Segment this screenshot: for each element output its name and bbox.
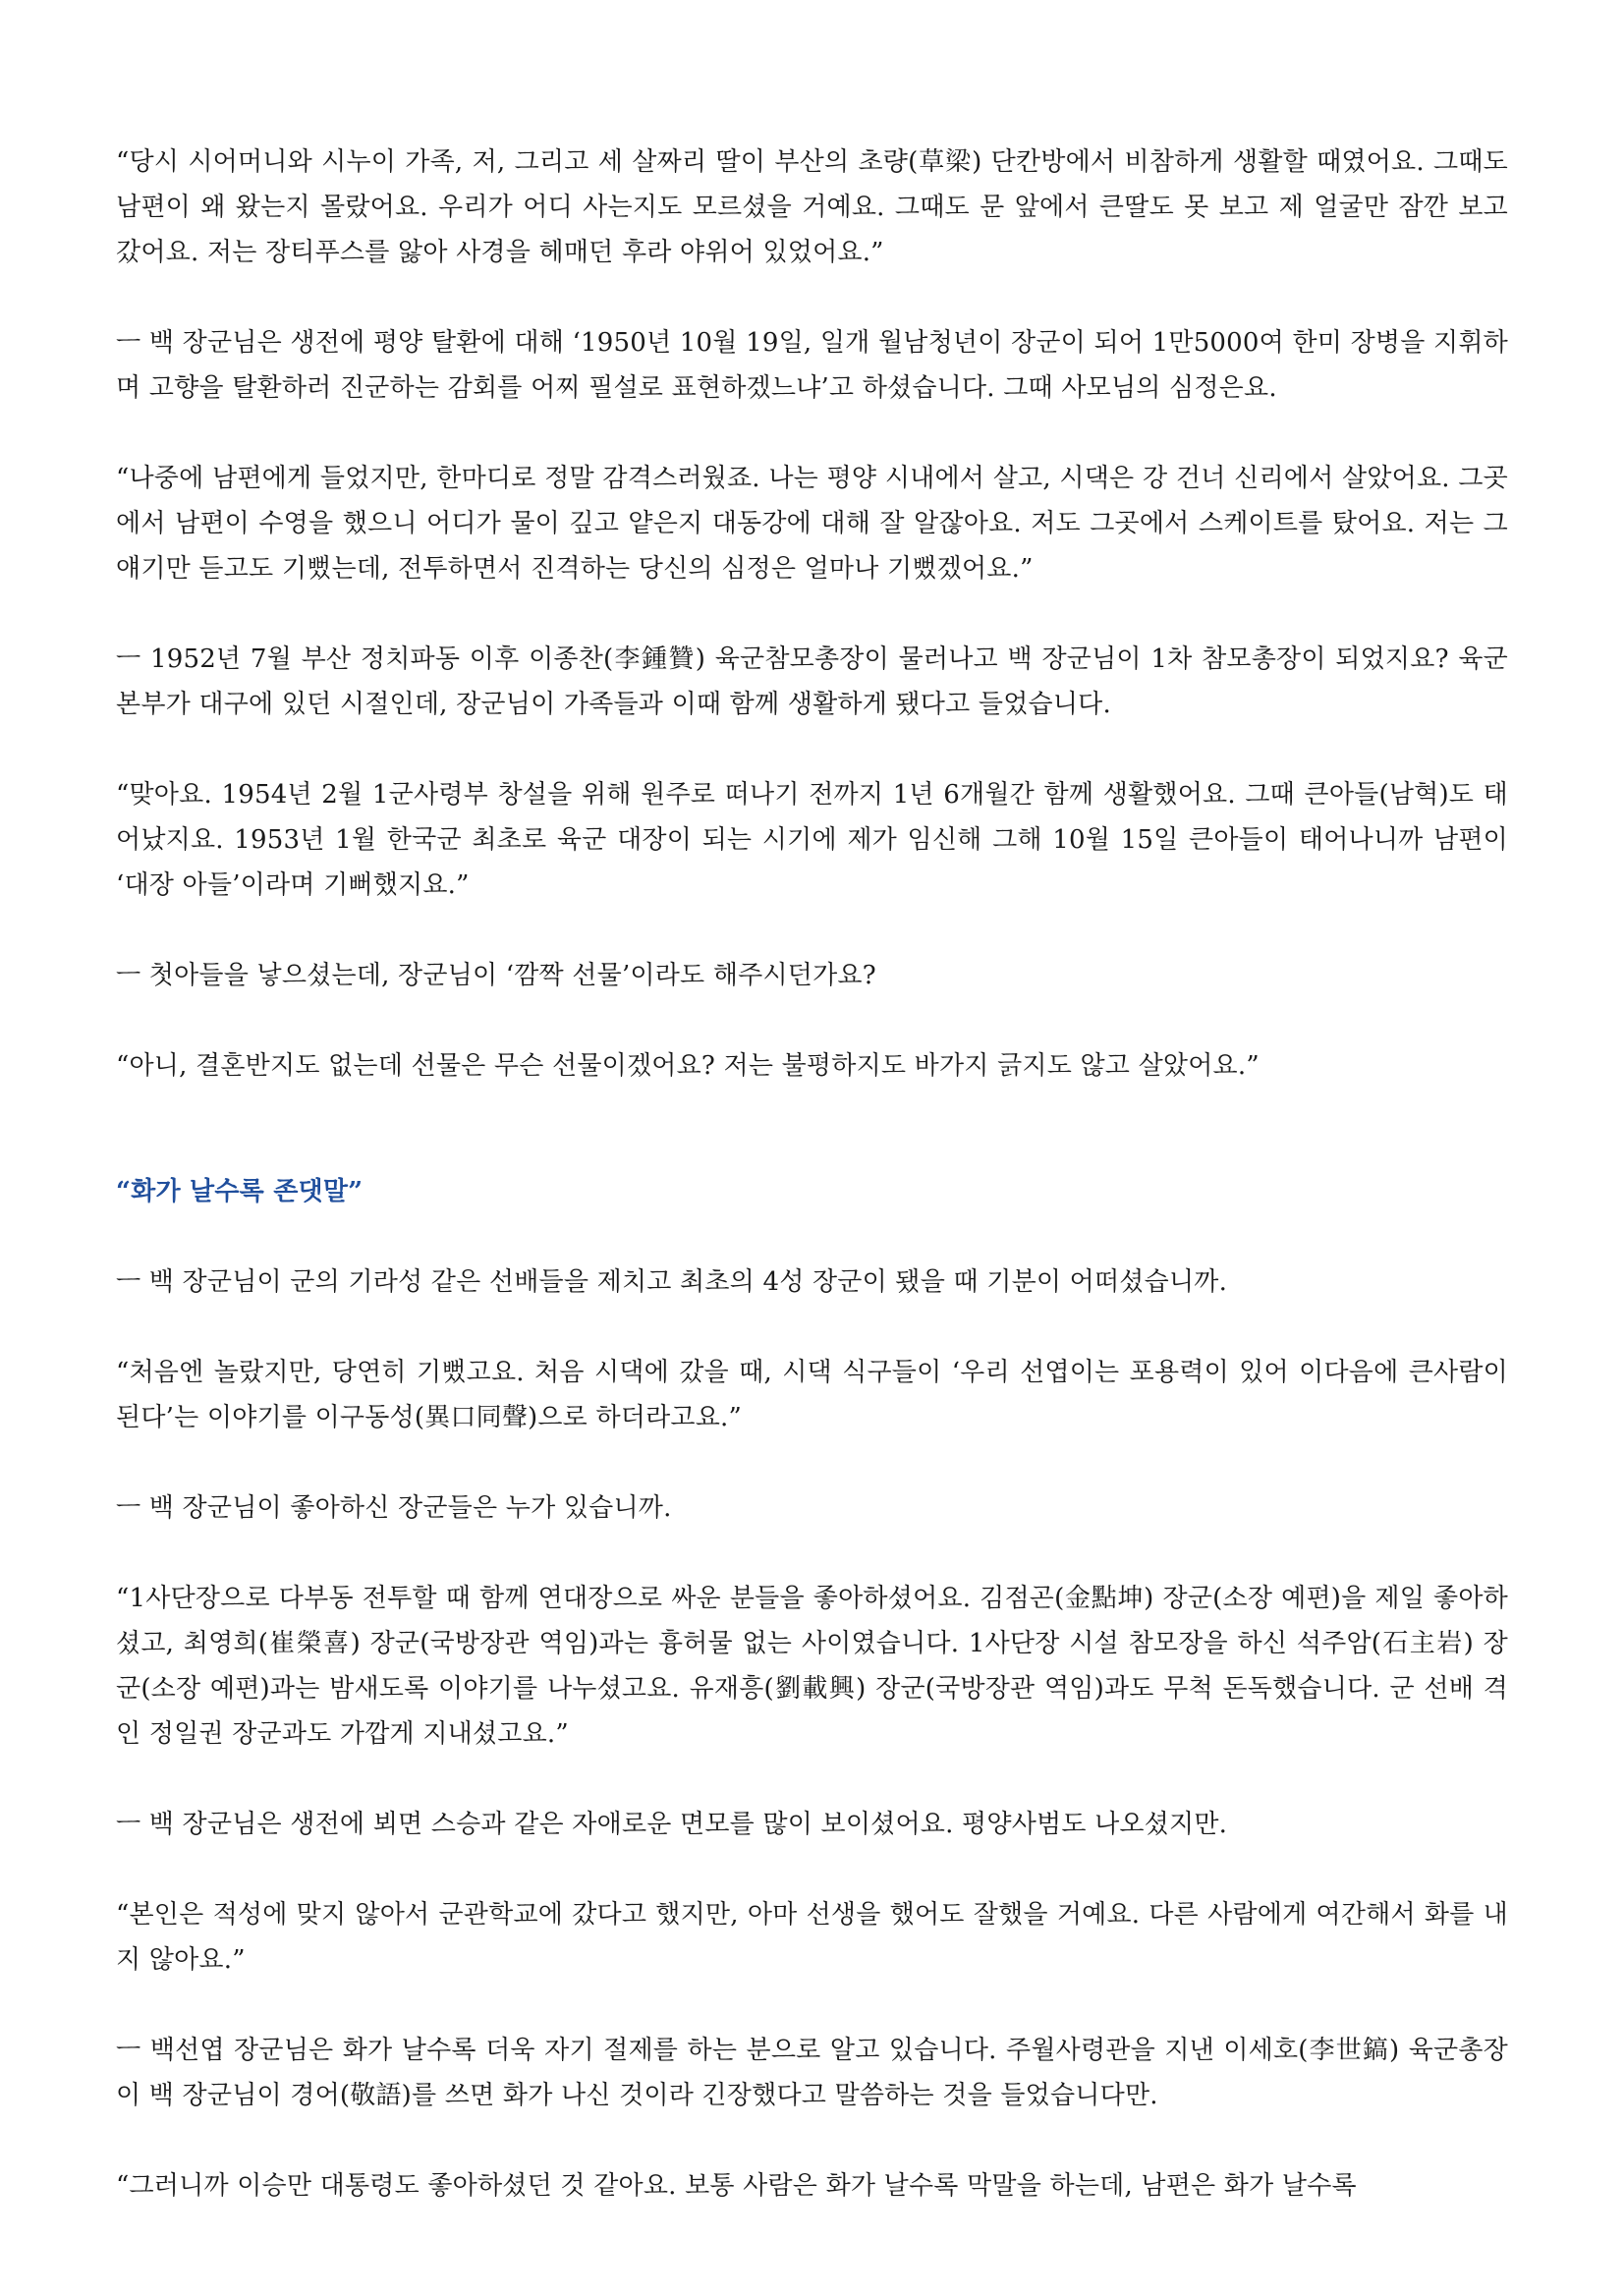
paragraph: “1사단장으로 다부동 전투할 때 함께 연대장으로 싸운 분들을 좋아하셨어요. 김점곤(金點坤) 장군(소장 예편)을 제일 좋아하셨고, 최영희(崔榮喜) 장군(국방장관 역임)과는 흉허물 없는 사이였습니다. 1사단장 시설 참모장을 하신 석주암(石主岩) 장군(소장 예편)과는 밤새도록 이야기를 나누셨고요. 유재흥(劉載興) 장군(국방장관 역임)과도 무척 돈독했습니다. 군 선배 격인 정일권 장군과도 가깝게 지내셨고요.” [116,1584,1508,1749]
document-page [116,140,1508,2254]
question-paragraph: ㅡ 첫아들을 낳으셨는데, 장군님이 ‘깜짝 선물’이라도 해주시던가요? [116,961,876,990]
paragraph: “본인은 적성에 맞지 않아서 군관학교에 갔다고 했지만, 아마 선생을 했어도 잘했을 거예요. 다른 사람에게 여간해서 화를 내지 않아요.” [116,1900,1508,1975]
question-paragraph: ㅡ 백 장군님은 생전에 뵈면 스승과 같은 자애로운 면모를 많이 보이셨어요. 평양사범도 나오셨지만. [116,1810,1228,1839]
question-paragraph: ㅡ 백선엽 장군님은 화가 날수록 더욱 자기 절제를 하는 분으로 알고 있습니다. 주월사령관을 지낸 이세호(李世鎬) 육군총장이 백 장군님이 경어(敬語)를 쓰면 화가 나신 것이라 긴장했다고 말씀하는 것을 들었습니다만. [116,2036,1508,2110]
section-heading: “화가 날수록 존댓말” [116,1177,364,1206]
question-paragraph: ㅡ 백 장군님이 좋아하신 장군들은 누가 있습니까. [116,1493,672,1523]
question-paragraph: ㅡ 백 장군님이 군의 기라성 같은 선배들을 제치고 최초의 4성 장군이 됐을 때 기분이 어떠셨습니까. [116,1267,1228,1297]
paragraph: “아니, 결혼반지도 없는데 선물은 무슨 선물이겠어요? 저는 불평하지도 바가지 긁지도 않고 살았어요.” [116,1051,1260,1081]
question-paragraph: ㅡ 1952년 7월 부산 정치파동 이후 이종찬(李鍾贊) 육군참모총장이 물러나고 백 장군님이 1차 참모총장이 되었지요? 육군본부가 대구에 있던 시절인데, 장군님이 가족들과 이때 함께 생활하게 됐다고 들었습니다. [116,644,1508,719]
paragraph: “그러니까 이승만 대통령도 좋아하셨던 것 같아요. 보통 사람은 화가 날수록 막말을 하는데, 남편은 화가 날수록 [116,2171,1357,2201]
paragraph: “맞아요. 1954년 2월 1군사령부 창설을 위해 원주로 떠나기 전까지 1년 6개월간 함께 생활했어요. 그때 큰아들(남혁)도 태어났지요. 1953년 1월 한국군 최초로 육군 대장이 되는 시기에 제가 임신해 그해 10월 15일 큰아들이 태어나니까 남편이 ‘대장 아들’이라며 기뻐했지요.” [116,780,1508,900]
paragraph: “처음엔 놀랐지만, 당연히 기뻤고요. 처음 시댁에 갔을 때, 시댁 식구들이 ‘우리 선엽이는 포용력이 있어 이다음에 큰사람이 된다’는 이야기를 이구동성(異口同聲)으로 하더라고요.” [116,1358,1508,1432]
paragraph: “당시 시어머니와 시누이 가족, 저, 그리고 세 살짜리 딸이 부산의 초량(草梁) 단칸방에서 비참하게 생활할 때였어요. 그때도 남편이 왜 왔는지 몰랐어요. 우리가 어디 사는지도 모르셨을 거예요. 그때도 문 앞에서 큰딸도 못 보고 제 얼굴만 잠깐 보고 갔어요. 저는 장티푸스를 앓아 사경을 헤매던 후라 야위어 있었어요.” [116,147,1508,267]
question-paragraph: ㅡ 백 장군님은 생전에 평양 탈환에 대해 ‘1950년 10월 19일, 일개 월남청년이 장군이 되어 1만5000여 한미 장병을 지휘하며 고향을 탈환하러 진군하는 감회를 어찌 필설로 표현하겠느냐’고 하셨습니다. 그때 사모님의 심정은요. [116,328,1508,403]
paragraph: “나중에 남편에게 들었지만, 한마디로 정말 감격스러웠죠. 나는 평양 시내에서 살고, 시댁은 강 건너 신리에서 살았어요. 그곳에서 남편이 수영을 했으니 어디가 물이 깊고 얕은지 대동강에 대해 잘 알잖아요. 저도 그곳에서 스케이트를 탔어요. 저는 그 얘기만 듣고도 기뻤는데, 전투하면서 진격하는 당신의 심정은 얼마나 기뻤겠어요.” [116,464,1508,584]
